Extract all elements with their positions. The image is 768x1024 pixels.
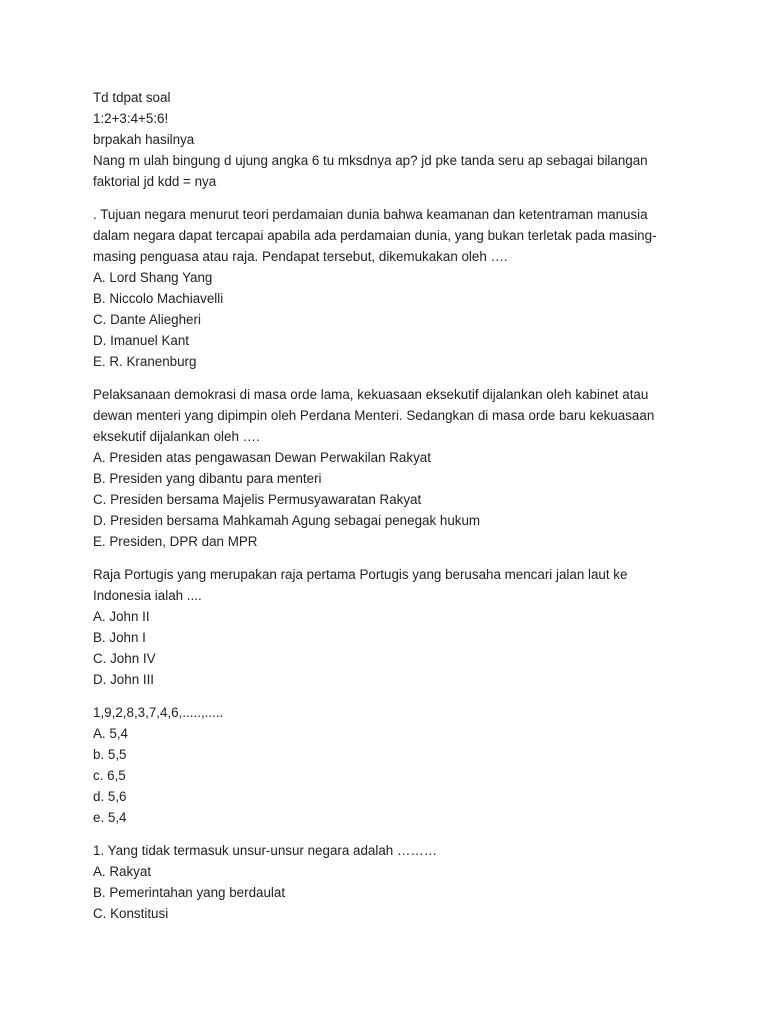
answer-option: A. Rakyat [93, 864, 152, 879]
question-text-line: eksekutif dijalankan oleh …. [93, 429, 260, 444]
question-text-line: 1. Yang tidak termasuk unsur-unsur negara adalah ……… [93, 843, 438, 858]
intro-block [93, 87, 693, 192]
question-text-line: Indonesia ialah .... [93, 588, 202, 603]
answer-option: D. Presiden bersama Mahkamah Agung sebagai penegak hukum [93, 513, 481, 528]
question-text-line: dewan menteri yang dipimpin oleh Perdana Menteri. Sedangkan di masa orde baru kekuasaan [93, 408, 655, 423]
answer-option: A. Lord Shang Yang [93, 270, 213, 285]
answer-option: D. John III [93, 672, 155, 687]
question-text-line: 1,9,2,8,3,7,4,6,.....,..... [93, 705, 224, 720]
intro-line: Td tdpat soal [93, 90, 171, 105]
question-5 [93, 840, 693, 924]
answer-option: E. R. Kranenburg [93, 354, 197, 369]
intro-line: brpakah hasilnya [93, 132, 195, 147]
question-text-line: dalam negara dapat tercapai apabila ada perdamaian dunia, yang bukan terletak pada masing- [93, 228, 657, 243]
answer-option: D. Imanuel Kant [93, 333, 190, 348]
answer-option: c. 6,5 [93, 768, 126, 783]
answer-option: C. Presiden bersama Majelis Permusyawaratan Rakyat [93, 492, 422, 507]
answer-option: B. Presiden yang dibantu para menteri [93, 471, 322, 486]
answer-option: A. Presiden atas pengawasan Dewan Perwakilan Rakyat [93, 450, 431, 465]
answer-option: A. John II [93, 609, 150, 624]
question-text-line: Pelaksanaan demokrasi di masa orde lama, kekuasaan eksekutif dijalankan oleh kabinet atau [93, 387, 649, 402]
question-text-line: masing penguasa atau raja. Pendapat tersebut, dikemukakan oleh …. [93, 249, 508, 264]
intro-line: faktorial jd kdd = nya [93, 174, 217, 189]
answer-option: d. 5,6 [93, 789, 127, 804]
intro-line: Nang m ulah bingung d ujung angka 6 tu mksdnya ap? jd pke tanda seru ap sebagai bilangan [93, 153, 648, 168]
question-text-line: Raja Portugis yang merupakan raja pertama Portugis yang berusaha mencari jalan laut ke [93, 567, 628, 582]
answer-option: E. Presiden, DPR dan MPR [93, 534, 258, 549]
question-text-line: . Tujuan negara menurut teori perdamaian dunia bahwa keamanan dan ketentraman manusia [93, 207, 648, 222]
question-1 [93, 204, 693, 372]
answer-option: C. John IV [93, 651, 156, 666]
answer-option: C. Konstitusi [93, 906, 169, 921]
answer-option: e. 5,4 [93, 810, 127, 825]
question-4 [93, 702, 693, 828]
answer-option: B. Pemerintahan yang berdaulat [93, 885, 286, 900]
question-3 [93, 564, 693, 690]
intro-line: 1:2+3:4+5:6! [93, 111, 169, 126]
answer-option: b. 5,5 [93, 747, 127, 762]
question-2 [93, 384, 693, 552]
answer-option: B. Niccolo Machiavelli [93, 291, 224, 306]
answer-option: C. Dante Aliegheri [93, 312, 201, 327]
document-page [93, 87, 693, 936]
answer-option: A. 5,4 [93, 726, 128, 741]
answer-option: B. John I [93, 630, 146, 645]
